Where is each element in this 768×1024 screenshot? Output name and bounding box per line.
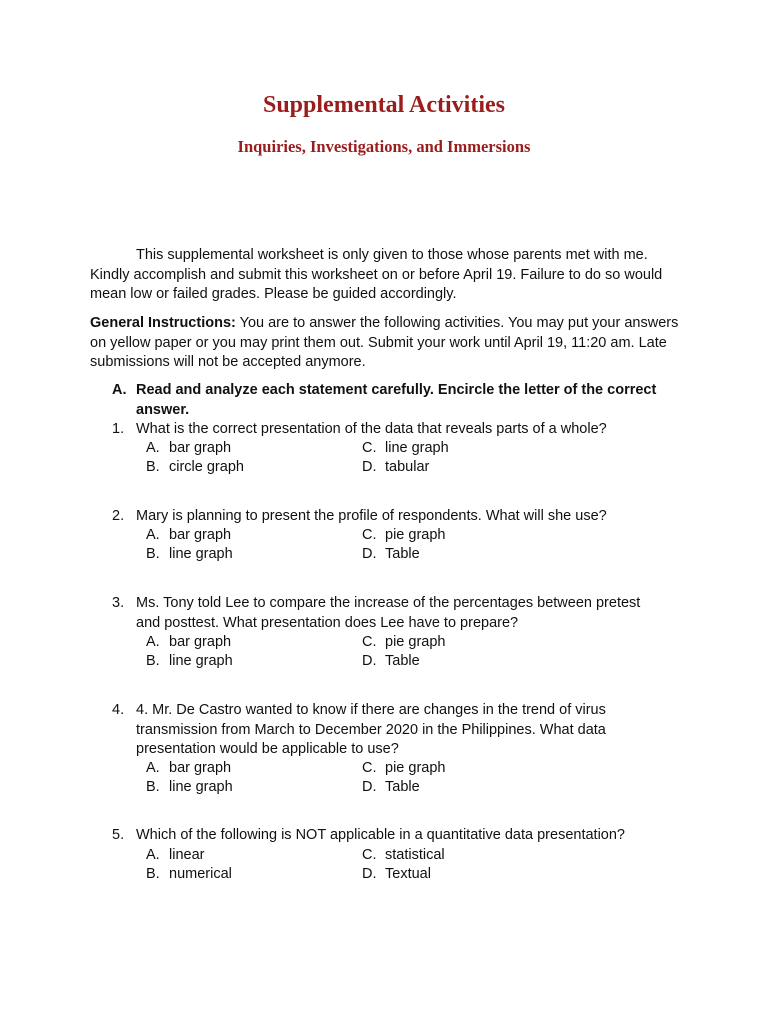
question-stem: Ms. Tony told Lee to compare the increase of the percentages between pretest and posttest. What presentation does Lee have to prepare? [136, 595, 641, 631]
question-stem: 4. Mr. De Castro wanted to know if there are changes in the trend of virus transmission from March to December 2020 in the Philippines. What data presentation would be applicable to use? [136, 702, 606, 757]
instructions-label: General Instructions: [90, 315, 236, 331]
option-text: line graph [385, 440, 449, 456]
option-b[interactable] [146, 778, 233, 798]
option-text: numerical [169, 866, 232, 882]
section-a-text: Read and analyze each statement carefully. Encircle the letter of the correct answer. [136, 382, 657, 418]
option-b[interactable] [146, 652, 233, 672]
option-text: pie graph [385, 634, 446, 650]
option-a[interactable] [146, 759, 231, 779]
option-letter: D. [362, 459, 377, 475]
question-number: 1. [112, 421, 125, 437]
option-letter: C. [362, 527, 377, 543]
option-text: statistical [385, 847, 445, 863]
option-text: Table [385, 779, 420, 795]
option-letter: C. [362, 847, 377, 863]
question-number: 2. [112, 508, 125, 524]
option-letter: B. [146, 866, 160, 882]
option-text: line graph [169, 546, 233, 562]
option-text: linear [169, 847, 205, 863]
question-stem: Which of the following is NOT applicable in a quantitative data presentation? [136, 827, 625, 843]
option-text: Textual [385, 866, 431, 882]
option-d[interactable] [362, 458, 429, 478]
option-d[interactable] [362, 545, 420, 565]
option-c[interactable] [362, 439, 449, 459]
option-text: bar graph [169, 527, 232, 543]
option-letter: A. [146, 760, 160, 776]
option-text: bar graph [169, 760, 232, 776]
option-c[interactable] [362, 526, 445, 546]
question-stem: What is the correct presentation of the data that reveals parts of a whole? [136, 421, 607, 437]
option-text: line graph [169, 653, 233, 669]
question-number: 5. [112, 827, 125, 843]
option-b[interactable] [146, 458, 244, 478]
option-text: bar graph [169, 634, 232, 650]
intro-paragraph: This supplemental worksheet is only given to those whose parents met with me. Kindly accomplish and submit this worksheet on or before April 19. Failure to do so would mean low or failed grades. Please be guided accordingly. [90, 247, 663, 302]
option-text: circle graph [169, 459, 244, 475]
option-c[interactable] [362, 633, 445, 653]
option-letter: B. [146, 779, 160, 795]
option-d[interactable] [362, 778, 420, 798]
option-text: Table [385, 653, 420, 669]
option-text: pie graph [385, 527, 446, 543]
option-letter: D. [362, 546, 377, 562]
option-text: line graph [169, 779, 233, 795]
option-d[interactable] [362, 865, 431, 885]
option-letter: B. [146, 546, 160, 562]
option-letter: A. [146, 440, 160, 456]
option-a[interactable] [146, 439, 231, 459]
document-title: Supplemental Activities [262, 92, 505, 118]
option-letter: C. [362, 634, 377, 650]
section-a-marker: A. [112, 382, 127, 398]
option-letter: C. [362, 760, 377, 776]
option-letter: D. [362, 653, 377, 669]
question-number: 3. [112, 595, 125, 611]
option-b[interactable] [146, 865, 232, 885]
option-a[interactable] [146, 633, 231, 653]
option-letter: D. [362, 866, 377, 882]
option-letter: C. [362, 440, 377, 456]
option-a[interactable] [146, 526, 231, 546]
option-letter: A. [146, 527, 160, 543]
option-c[interactable] [362, 846, 445, 866]
option-letter: A. [146, 847, 160, 863]
option-letter: B. [146, 459, 160, 475]
question-number: 4. [112, 702, 125, 718]
option-d[interactable] [362, 652, 420, 672]
question-stem: Mary is planning to present the profile of respondents. What will she use? [136, 508, 607, 524]
option-text: Table [385, 546, 420, 562]
option-text: bar graph [169, 440, 232, 456]
option-letter: D. [362, 779, 377, 795]
general-instructions [90, 314, 690, 373]
option-text: tabular [385, 459, 430, 475]
option-c[interactable] [362, 759, 445, 779]
instructions-text: You are to answer the following activities. You may put your answers on yellow paper or you may print them out. Submit your work until April 19, 11:20 am. Late submissions will not be accepted anymore. [90, 315, 679, 370]
option-b[interactable] [146, 545, 233, 565]
option-text: pie graph [385, 760, 446, 776]
option-a[interactable] [146, 846, 204, 866]
option-letter: A. [146, 634, 160, 650]
option-letter: B. [146, 653, 160, 669]
document-subtitle: Inquiries, Investigations, and Immersions [237, 137, 531, 156]
